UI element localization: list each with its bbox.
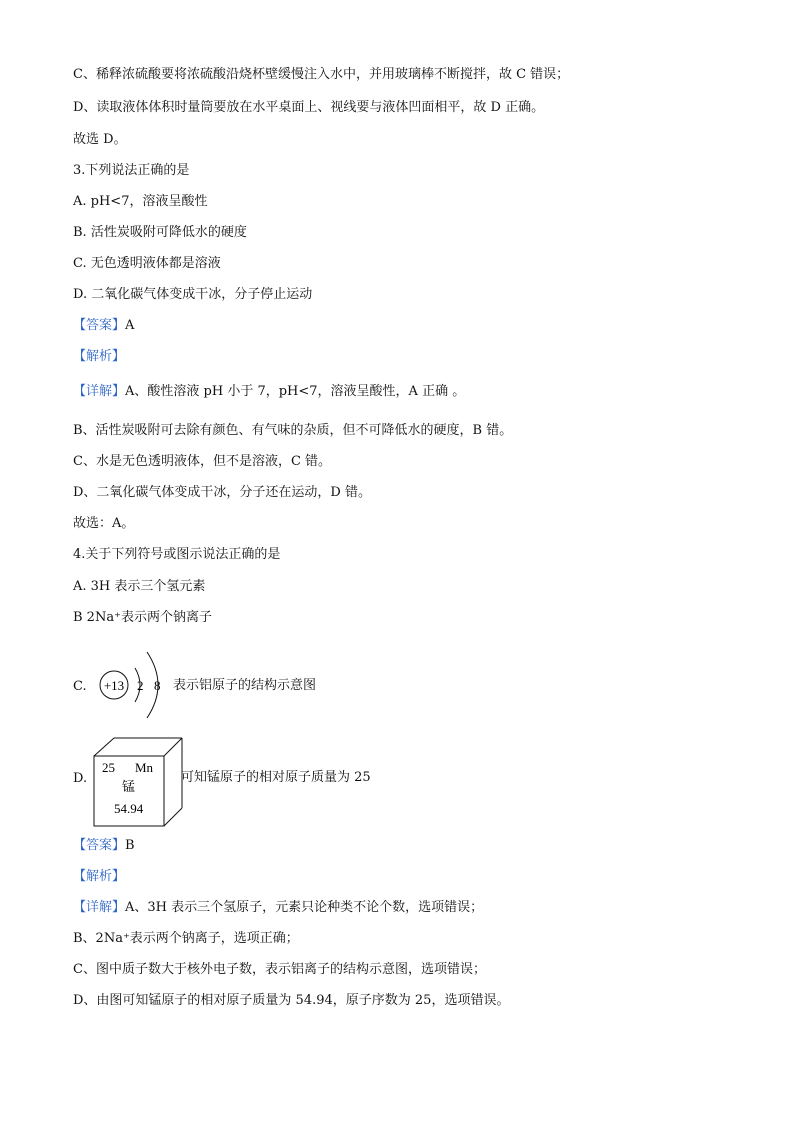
q4-answer-value: B	[125, 838, 135, 853]
line-select-d: 故选 D。	[73, 132, 127, 147]
element-symbol: Mn	[135, 760, 154, 775]
line-d-cylinder: D、读取液体体积时量筒要放在水平桌面上、视线要与液体凹面相平，故 D 正确。	[73, 100, 545, 115]
q4-option-b: B 2Na⁺表示两个钠离子	[73, 610, 212, 625]
answer-label: 【答案】	[73, 318, 126, 333]
aluminum-atom-diagram	[95, 648, 175, 722]
question-3-title: 3.下列说法正确的是	[73, 163, 190, 178]
q3-option-b: B. 活性炭吸附可降低水的硬度	[73, 225, 247, 240]
answer-label: 【答案】	[73, 838, 126, 853]
q4-detail-row	[73, 898, 483, 918]
q3-detail-a: A、酸性溶液 pH 小于 7，pH<7，溶液呈酸性，A 正确 。	[125, 384, 466, 399]
q4-detail-a: A、3H 表示三个氢原子，元素只论种类不论个数，选项错误；	[125, 900, 484, 915]
q4-option-d-letter: D.	[73, 771, 88, 786]
atomic-mass: 54.94	[114, 801, 144, 816]
q4-analysis-label	[73, 867, 125, 887]
analysis-label: 【解析】	[73, 349, 126, 364]
q4-option-c-caption: 表示铝原子的结构示意图	[173, 678, 317, 693]
q4-answer-row	[73, 836, 135, 856]
shell-1-electrons: 2	[137, 678, 144, 693]
shell-2-electrons: 8	[154, 678, 161, 693]
nucleus-charge: +13	[103, 678, 125, 693]
q3-detail-c: C、水是无色透明液体，但不是溶液，C 错。	[73, 454, 332, 469]
q3-detail-b: B、活性炭吸附可去除有颜色、有气味的杂质，但不可降低水的硬度，B 错。	[73, 423, 513, 438]
q3-option-c: C. 无色透明液体都是溶液	[73, 256, 221, 271]
q3-option-a: A. pH<7，溶液呈酸性	[73, 194, 208, 209]
q3-detail-d: D、二氧化碳气体变成干冰，分子还在运动，D 错。	[73, 485, 371, 500]
q4-detail-c: C、图中质子数大于核外电子数，表示铝离子的结构示意图，选项错误；	[73, 962, 486, 977]
q4-detail-b: B、2Na⁺表示两个钠离子，选项正确；	[73, 931, 299, 946]
q3-option-d: D. 二氧化碳气体变成干冰，分子停止运动	[73, 287, 313, 302]
q3-analysis-label	[73, 347, 125, 367]
element-name: 锰	[122, 780, 136, 795]
q3-answer-value: A	[125, 318, 135, 333]
atomic-number: 25	[102, 760, 115, 775]
q4-detail-d: D、由图可知锰原子的相对原子质量为 54.94，原子序数为 25，选项错误。	[73, 993, 510, 1008]
q3-select: 故选：A。	[73, 516, 135, 531]
q4-option-a: A. 3H 表示三个氢元素	[73, 579, 206, 594]
q3-detail-row	[73, 382, 465, 402]
detail-label: 【详解】	[73, 384, 126, 399]
q4-option-c-letter: C.	[73, 679, 87, 694]
q4-option-d-caption: 可知锰原子的相对原子质量为 25	[181, 770, 371, 785]
q3-answer-row	[73, 316, 134, 336]
analysis-label: 【解析】	[73, 869, 126, 884]
line-c-dilute: C、稀释浓硫酸要将浓硫酸沿烧杯壁缓慢注入水中，并用玻璃棒不断搅拌，故 C 错误；	[73, 67, 570, 82]
question-4-title: 4.关于下列符号或图示说法正确的是	[73, 547, 281, 562]
manganese-element-box	[92, 736, 184, 828]
detail-label: 【详解】	[73, 900, 126, 915]
